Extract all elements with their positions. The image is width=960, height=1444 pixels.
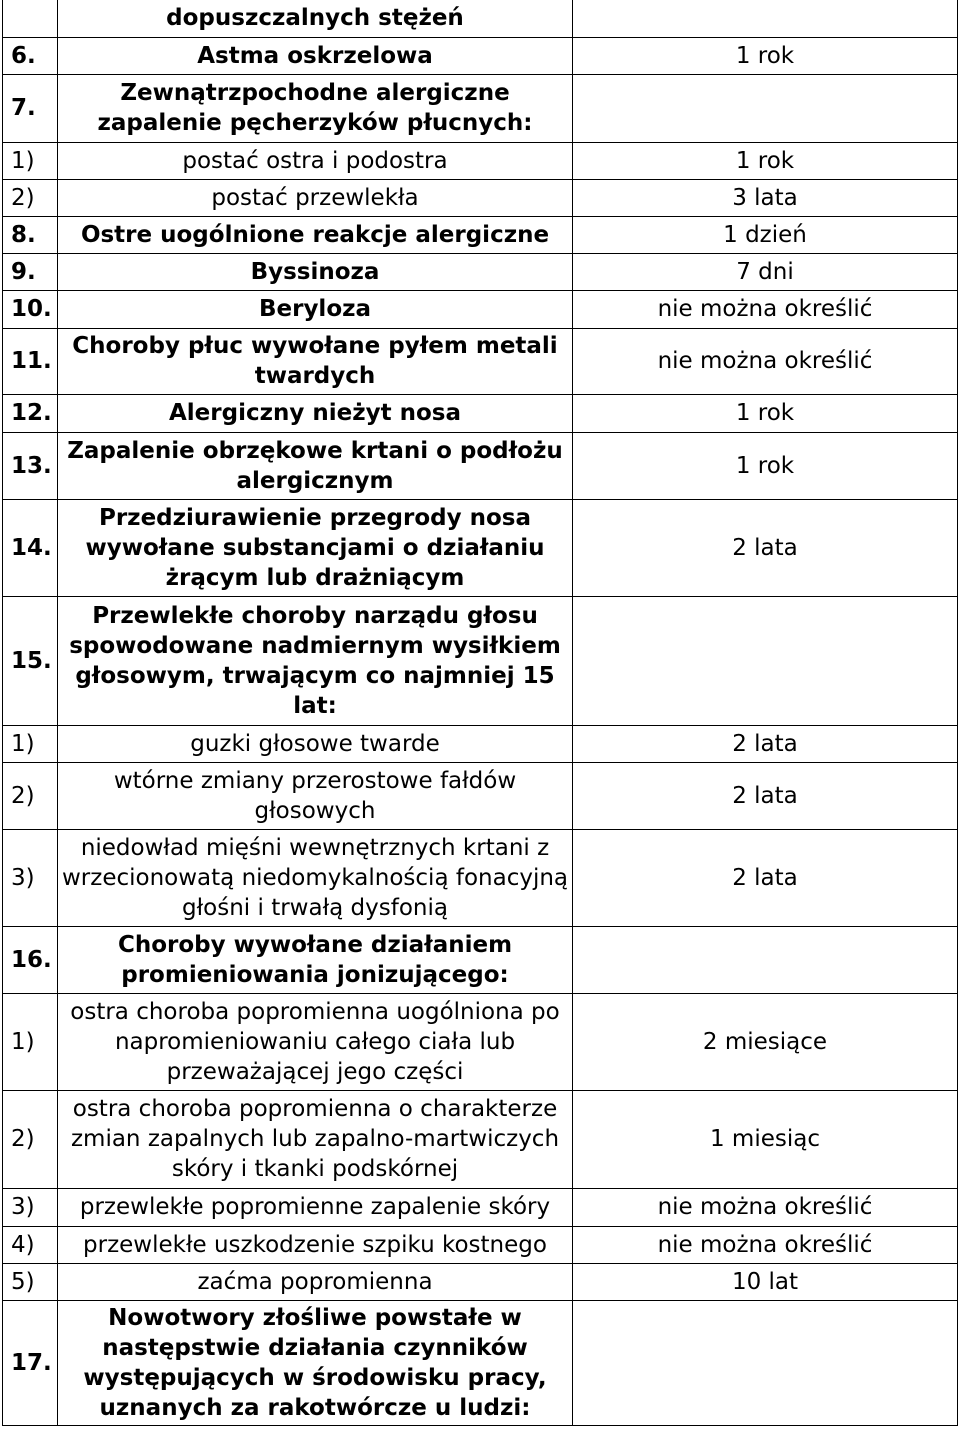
table-row	[3, 1263, 958, 1300]
period: 2 lata	[573, 725, 958, 762]
table-row	[3, 1090, 958, 1188]
disease-name: postać przewlekła	[58, 179, 573, 216]
item-number: 1)	[3, 725, 58, 762]
item-number: 8.	[3, 216, 58, 253]
table-row	[3, 596, 958, 725]
period: 1 rok	[573, 37, 958, 74]
table-row	[3, 142, 958, 179]
disease-name: Zapalenie obrzękowe krtani o podłożu alergicznym	[58, 432, 573, 499]
table-row	[3, 829, 958, 926]
disease-name: ostra choroba popromienna o charakterze zmian zapalnych lub zapalno-martwiczych skóry i tkanki podskórnej	[58, 1090, 573, 1188]
period: nie można określić	[573, 328, 958, 394]
disease-name: niedowład mięśni wewnętrznych krtani z wrzecionowatą niedomykalnością fonacyjną głośni i trwałą dysfonią	[58, 829, 573, 926]
period	[573, 74, 958, 142]
item-number: 1)	[3, 142, 58, 179]
period	[573, 926, 958, 993]
item-number: 10.	[3, 290, 58, 328]
item-number: 5)	[3, 1263, 58, 1300]
table-row	[3, 1300, 958, 1425]
table-row	[3, 290, 958, 328]
table-row	[3, 499, 958, 596]
period: 1 rok	[573, 394, 958, 432]
item-number: 9.	[3, 253, 58, 290]
table-row	[3, 394, 958, 432]
disease-name: Beryloza	[58, 290, 573, 328]
period: 1 miesiąc	[573, 1090, 958, 1188]
period: 2 lata	[573, 829, 958, 926]
item-number: 2)	[3, 762, 58, 829]
period	[573, 1300, 958, 1425]
table-row	[3, 1226, 958, 1263]
table-body	[3, 0, 958, 1425]
item-number: 2)	[3, 1090, 58, 1188]
period: 2 lata	[573, 762, 958, 829]
table-row	[3, 993, 958, 1090]
period: 3 lata	[573, 179, 958, 216]
table-row	[3, 74, 958, 142]
item-number: 13.	[3, 432, 58, 499]
disease-name: dopuszczalnych stężeń	[58, 0, 573, 37]
item-number: 14.	[3, 499, 58, 596]
item-number: 3)	[3, 1188, 58, 1226]
table-row	[3, 1188, 958, 1226]
period: 2 miesiące	[573, 993, 958, 1090]
period: nie można określić	[573, 1188, 958, 1226]
period: 1 rok	[573, 142, 958, 179]
item-number: 16.	[3, 926, 58, 993]
disease-name: Byssinoza	[58, 253, 573, 290]
item-number: 17.	[3, 1300, 58, 1425]
item-number: 15.	[3, 596, 58, 725]
item-number: 3)	[3, 829, 58, 926]
disease-name: wtórne zmiany przerostowe fałdów głosowych	[58, 762, 573, 829]
disease-name: Astma oskrzelowa	[58, 37, 573, 74]
disease-name: guzki głosowe twarde	[58, 725, 573, 762]
table-row	[3, 432, 958, 499]
table-row	[3, 253, 958, 290]
disease-name: Zewnątrzpochodne alergiczne zapalenie pęcherzyków płucnych:	[58, 74, 573, 142]
table-row	[3, 179, 958, 216]
item-number	[3, 0, 58, 37]
item-number: 6.	[3, 37, 58, 74]
disease-name: postać ostra i podostra	[58, 142, 573, 179]
period: 2 lata	[573, 499, 958, 596]
item-number: 1)	[3, 993, 58, 1090]
item-number: 11.	[3, 328, 58, 394]
item-number: 2)	[3, 179, 58, 216]
disease-name: Przewlekłe choroby narządu głosu spowodowane nadmiernym wysiłkiem głosowym, trwającym co najmniej 15 lat:	[58, 596, 573, 725]
disease-name: Przedziurawienie przegrody nosa wywołane substancjami o działaniu żrącym lub drażniącym	[58, 499, 573, 596]
period	[573, 0, 958, 37]
disease-name: Ostre uogólnione reakcje alergiczne	[58, 216, 573, 253]
disease-name: ostra choroba popromienna uogólniona po napromieniowaniu całego ciała lub przeważającej jego części	[58, 993, 573, 1090]
period: nie można określić	[573, 1226, 958, 1263]
item-number: 7.	[3, 74, 58, 142]
table-row	[3, 926, 958, 993]
period	[573, 596, 958, 725]
table-row	[3, 37, 958, 74]
table-row	[3, 216, 958, 253]
period: 1 rok	[573, 432, 958, 499]
disease-name: przewlekłe popromienne zapalenie skóry	[58, 1188, 573, 1226]
table-row	[3, 0, 958, 37]
table-row	[3, 725, 958, 762]
occupational-disease-table	[2, 0, 958, 1426]
item-number: 4)	[3, 1226, 58, 1263]
disease-name: Alergiczny nieżyt nosa	[58, 394, 573, 432]
disease-name: Choroby płuc wywołane pyłem metali twardych	[58, 328, 573, 394]
disease-name: Choroby wywołane działaniem promieniowania jonizującego:	[58, 926, 573, 993]
disease-name: Nowotwory złośliwe powstałe w następstwie działania czynników występujących w środowisku pracy, uznanych za rakotwórcze u ludzi:	[58, 1300, 573, 1425]
table-row	[3, 328, 958, 394]
period: 1 dzień	[573, 216, 958, 253]
period: nie można określić	[573, 290, 958, 328]
period: 10 lat	[573, 1263, 958, 1300]
table-row	[3, 762, 958, 829]
item-number: 12.	[3, 394, 58, 432]
period: 7 dni	[573, 253, 958, 290]
disease-name: przewlekłe uszkodzenie szpiku kostnego	[58, 1226, 573, 1263]
disease-name: zaćma popromienna	[58, 1263, 573, 1300]
